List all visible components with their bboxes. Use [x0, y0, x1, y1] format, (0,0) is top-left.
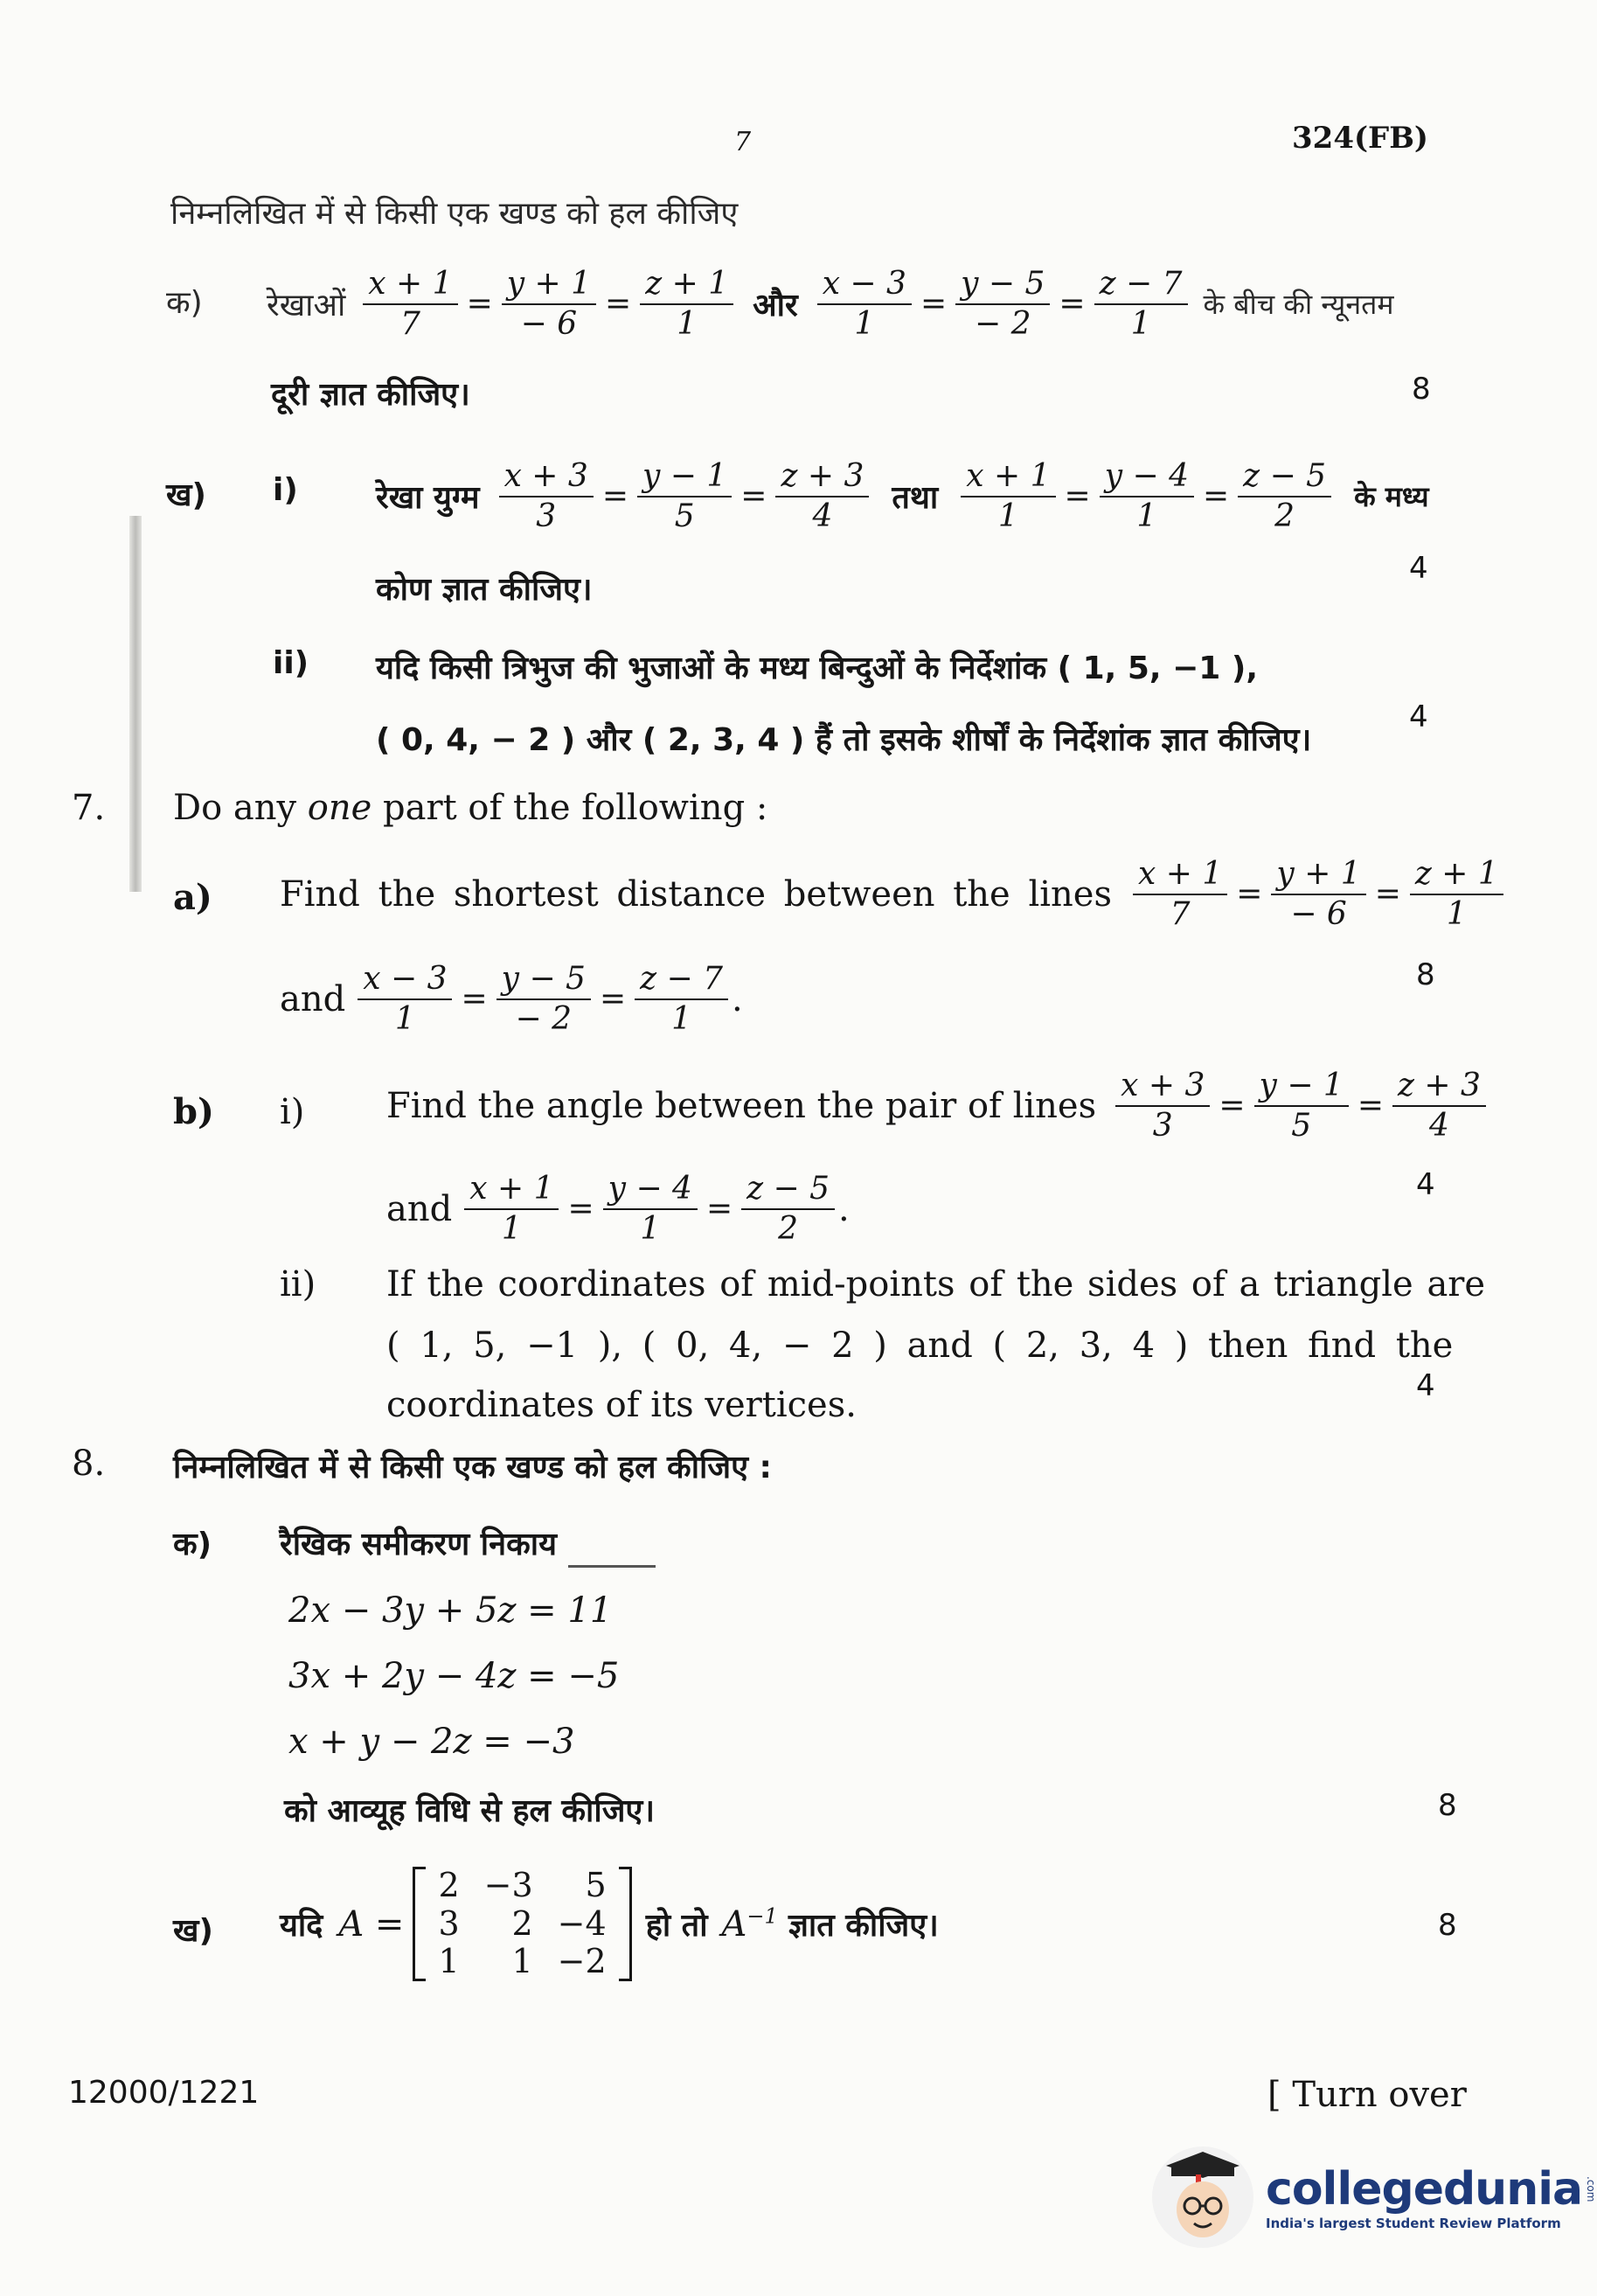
brand-name: collegedunia: [1266, 2163, 1583, 2216]
q6h-part-a-label: क): [166, 285, 203, 321]
matrix-cell: −3: [483, 1866, 533, 1904]
q7-part-b-label: b): [173, 1091, 214, 1132]
brand-logo: [1152, 2146, 1597, 2248]
q7-b-i-label: i): [280, 1092, 305, 1132]
q8-b-inverse: $A^{-1}$: [721, 1903, 778, 1945]
q7-b-ii-line3: coordinates of its vertices.: [386, 1385, 857, 1425]
q6h-b-i-suffix: के मध्य: [1354, 480, 1429, 514]
q6h-b-ii-line1: यदि किसी त्रिभुज की भुजाओं के मध्य बिन्दुओं के निर्देशांक ( 1, 5, −1 ),: [376, 651, 1259, 686]
q8-a-eq1: 2x − 3y + 5z = 11: [288, 1590, 613, 1631]
q6h-a-conj: और: [753, 288, 798, 324]
q7-a-and: and: [280, 978, 346, 1019]
q8-part-b-label: ख): [173, 1913, 213, 1949]
q8-b-var: A =: [338, 1903, 405, 1945]
q8-a-eq3: x + y − 2z = −3: [288, 1722, 575, 1762]
q6h-b-ii-label: ii): [273, 645, 309, 681]
matrix-row: [426, 1943, 618, 1981]
matrix-cell: 2: [511, 1903, 533, 1943]
q7-b-i-text: Find the angle between the pair of lines: [386, 1085, 1097, 1126]
matrix-cell: 5: [585, 1866, 607, 1904]
q6-hindi-instruction: निम्नलिखित में से किसी एक खण्ड को हल कीजिए: [170, 196, 739, 232]
matrix-cell: 1: [438, 1942, 460, 1981]
q6h-a-suffix: के बीच की न्यूनतम: [1203, 288, 1394, 322]
page-number: 7: [734, 127, 752, 157]
matrix-row: [426, 1867, 618, 1905]
pen-underline: [568, 1565, 656, 1568]
q6h-a-line2: दूरी ज्ञात कीजिए।: [271, 377, 470, 413]
q7-part-a-line2: and $\frac{x - 3}{1}$ = $\frac{y - 5}{- 2}$ = $\frac{z - 7}{1}$ .: [280, 961, 743, 1037]
q7-b-ii-marks: 4: [1416, 1368, 1435, 1403]
q7-b-i-and: and: [386, 1188, 453, 1229]
q7-b-i-marks: 4: [1416, 1167, 1435, 1202]
matrix-cell: 3: [438, 1903, 460, 1943]
matrix-cell: 1: [511, 1942, 533, 1981]
q6h-b-ii-marks: 4: [1409, 699, 1428, 734]
q6h-part-a-line1: रेखाओं $\frac{x + 1}{7}$ = $\frac{y + 1}{- 6}$ = $\frac{z + 1}{1}$ और $\frac{x - 3}{1}$ = $\frac{y - 5}{- 2}$ = $\frac{z - 7}{1}$ के बीच की न्यूनतम: [267, 266, 1394, 342]
q8-b-pre: यदि: [280, 1908, 323, 1945]
brand-tagline: India's largest Student Review Platform: [1266, 2216, 1561, 2231]
q6h-a-prefix: रेखाओं: [267, 288, 346, 324]
turn-over: [ Turn over: [1267, 2075, 1467, 2115]
q7-part-b-i-line1: Find the angle between the pair of lines $\frac{x + 3}{3}$ = $\frac{y - 1}{5}$ = $\frac{z + 3}{4}$: [386, 1068, 1489, 1143]
q8-part-b-line: [280, 1867, 939, 1981]
q8-a-marks: 8: [1438, 1788, 1457, 1823]
matrix-cell: −4: [557, 1903, 607, 1943]
q8-part-a-label: क): [173, 1527, 212, 1562]
paper-code: 324(FB): [1292, 121, 1429, 156]
q6h-part-b-i-line1: रेखा युग्म $\frac{x + 3}{3}$ = $\frac{y - 1}{5}$ = $\frac{z + 3}{4}$ तथा $\frac{x + 1}{1}$ = $\frac{y - 4}{1}$ = $\frac{z - 5}{2}$ के मध्य: [376, 458, 1429, 534]
mascot-icon: [1152, 2146, 1253, 2248]
q8-a-title: रैखिक समीकरण निकाय: [280, 1527, 557, 1562]
q7-b-ii-line2: ( 1, 5, −1 ), ( 0, 4, − 2 ) and ( 2, 3, 4 ) then find the: [386, 1325, 1454, 1366]
q7-part-a-line1: Find the shortest distance between the lines $\frac{x + 1}{7}$ = $\frac{y + 1}{- 6}$ = $\frac{z + 1}{1}$: [280, 857, 1507, 931]
matrix-cell: 2: [438, 1866, 460, 1904]
q6h-b-i-prefix: रेखा युग्म: [376, 480, 480, 517]
q6h-b-i-label: i): [273, 472, 298, 508]
q8-a-tail: को आव्यूह विधि से हल कीजिए।: [284, 1793, 655, 1829]
scan-shadow: [129, 516, 142, 892]
q6h-b-i-conj: तथा: [892, 480, 939, 517]
q6h-a-frac-z: $\frac{z + 1}{1}$: [640, 267, 733, 341]
q7-a-marks: 8: [1416, 957, 1435, 992]
q6h-a-frac2-y: $\frac{y - 5}{- 2}$: [955, 267, 1050, 341]
matrix-row: [426, 1905, 618, 1944]
q7-b-ii-line1: If the coordinates of mid-points of the sides of a triangle are: [386, 1264, 1486, 1305]
footer-code: 12000/1221: [68, 2075, 260, 2111]
q8-b-post-text: ज्ञात कीजिए।: [788, 1908, 939, 1945]
q6h-part-b-label: ख): [166, 477, 206, 513]
matrix-a: [413, 1867, 631, 1981]
q6h-a-frac-x: $\frac{x + 1}{7}$: [363, 267, 457, 341]
q6h-a-marks: 8: [1412, 372, 1431, 407]
q8-number: 8.: [72, 1444, 106, 1484]
q8-b-post-pre: हो तो: [645, 1908, 708, 1945]
q8-a-eq2: 3x + 2y − 4z = −5: [288, 1656, 620, 1696]
matrix-cell: −2: [557, 1942, 607, 1981]
q6h-b-i-marks: 4: [1409, 551, 1428, 586]
q6h-b-ii-line2: ( 0, 4, − 2 ) और ( 2, 3, 4 ) हैं तो इसके शीर्षों के निर्देशांक ज्ञात कीजिए।: [376, 722, 1312, 758]
q7-part-b-i-line2: and $\frac{x + 1}{1}$ = $\frac{y - 4}{1}$ = $\frac{z - 5}{2}$ .: [386, 1171, 850, 1247]
brand-tld: .com: [1585, 2176, 1597, 2202]
q7-a-text: Find the shortest distance between the lines: [280, 873, 1112, 915]
q6h-a-frac2-x: $\frac{x - 3}{1}$: [817, 267, 912, 341]
q7-instruction: Do any one part of the following :: [173, 788, 768, 828]
q7-number: 7.: [72, 788, 106, 828]
q7-part-a-label: a): [173, 877, 212, 918]
q6h-a-frac-y: $\frac{y + 1}{- 6}$: [502, 267, 596, 341]
q6h-b-i-line2: कोण ज्ञात कीजिए।: [376, 572, 593, 608]
q8-instruction: निम्नलिखित में से किसी एक खण्ड को हल कीजिए :: [173, 1450, 772, 1485]
q6h-a-frac2-z: $\frac{z - 7}{1}$: [1094, 267, 1188, 341]
q8-b-marks: 8: [1438, 1908, 1457, 1943]
q7-b-ii-label: ii): [280, 1264, 316, 1305]
